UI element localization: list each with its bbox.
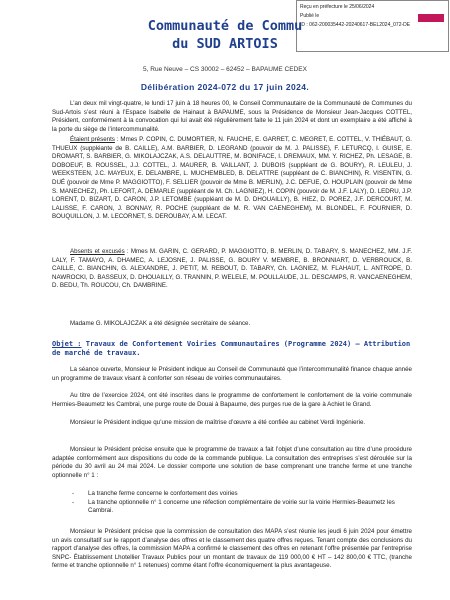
- objet-label: Objet :: [52, 340, 82, 348]
- body-paragraph-5: Monsieur le Président précise que la commission de consultation des MAPA s’est réunie les jeudi 6 juin 2024 pour émettre un avis consultatif sur le rapport d’analyse des offres et le classement des quatre offres reçues. Tenant compte des conclusions du rapport d’analyse des offres, la commission MAPA a confirmé le classement des offres en retenant l’offre présentée par l’entreprise SNPC- Établissement Lhotellier Travaux Publics pour un montant de travaux de 119 000,00 € HT – 142 800,00 € TTC, (tranche ferme et tranche optionnelle n° 1 retenues) comme étant l’offre économiquement la plus avantageuse.: [52, 528, 412, 570]
- address: 5, Rue Neuve – CS 30002 – 62452 – BAPAUME CEDEX: [143, 66, 307, 73]
- stamp-received: Reçu en préfecture le 25/06/2024: [300, 4, 375, 10]
- excuses-paragraph: [52, 248, 412, 291]
- secretary-line: Madame G. MIKOLAJCZAK a été désignée secrétaire de séance.: [70, 320, 251, 327]
- stamp-published: Publié le: [300, 13, 320, 19]
- list-item: - La tranche optionnelle n° 1 concerne une réfection complémentaire de voirie sur la voirie Hermies-Beaumetz les Cambrai.: [52, 499, 412, 516]
- excuses-label: Absents et excusés: [70, 248, 125, 255]
- objet-heading: [52, 340, 412, 358]
- body-paragraph-1: La séance ouverte, Monsieur le Président indique au Conseil de Communauté que l’intercommunalité finance chaque année un programme de travaux visant à conforter son réseau de voiries communautaires.: [52, 366, 412, 382]
- stamp-id: ID : 062-200035442-20240617-BEL2024_072-DE: [300, 22, 411, 28]
- body-paragraph-2: Au titre de l’exercice 2024, ont été inscrites dans le programme de confortement le confortement de la voirie communale Hermies-Beaumetz les Cambrai, une purge route de Douai à Bapaume, des purges rue de la gare à Achiet le Grand.: [52, 392, 412, 408]
- doc-title-line2: du SUD ARTOIS: [172, 36, 278, 52]
- deliberation-heading: Délibération 2024-072 du 17 juin 2024.: [140, 82, 310, 92]
- excuses-list: : Mmes M. GARIN, C. GERARD, P. MAGGIOTTO, B. MERLIN, D. TABARY, S. MANECHEZ, MM. J.F. LALY, F. TAMAYO, A. DHAMEC, A. LEJOSNE, J. PALISSE, G. BOURY V. MEMBRE, B. BRONNIART, D. VERBROUCK, B. CAILLE, C. BIANCHIN, G. ALEXANDRE, J. PETIT, M. REBOUT, D. TABARY, Ch. LAGNIEZ, M. FLAHAUT, L. ANTROPE, D. NAWROCKI, D. BASSEUX, D. DHOUAILLY, G. TRANNIN, P. WELELE, M. POULLAUDE, J.L. DESCAMPS, R. VANCAENEGHEM, D. BEDU, Th. ROUCOU, Ch. DAMBRINE.: [52, 248, 412, 290]
- objet-text: Travaux de Confortement Voiries Communautaires (Programme 2024) – Attribution de marché de travaux.: [52, 340, 411, 357]
- presents-label: Étaient présents: [70, 136, 115, 143]
- presents-paragraph: [52, 136, 412, 222]
- presents-list: : Mmes P. COPIN, C. DUMORTIER, N. FAUCHE, E. GARRET, C. MEGRET, E. COTTEL, V. THIÉBAUT, G. THUEUX (suppléante de B. CAILLE), A.M. BARBIER, D. LEGRAND (pouvoir de M. J. PALISSE), F. LETURCQ, I. GUISE, E. DROMART, S. BARBIER, G. MIKOLAJCZAK, A.S. DELAUTTRE, M. BONIFACE, I. DREMAUX, MM. Y. RICHEZ, Ph. LESAGE, B. DOBOEUF, B. ROUSSEL, J.J. COTTEL, J. MAURER, B. VAILLANT, J. DUBOIS (suppléant de G. BOURY), R. LEULEU, J. WEEKSTEEN, J.C. MAYEUX, E. DELAMBRE, L. MUCHEMBLED, B. DELATTRE (suppléant de C. BIANCHIN), R. VISENTIN, G. DUÉ (pouvoir de Mme P. MAGGIOTTO), F. SELLIER (pouvoir de Mme B. MERLIN), J.C. DEFUE, O. HOUPLAIN (pouvoir de Mme S. MANECHEZ), Ph. LEFORT, A. DEMARLE (suppléant de M. Ch. LAGNIEZ), H. COPIN (pouvoir de M. J.F. LALY), D. LEDRU, J.P. LORENT, D. BIZART, D. CARON, J.P. LETOMBE (suppléant de M. D. DHOUAILLY), B. HIEZ, D. POREZ, J.F. DERCOURT, M. LALISSE, F. CARON, J. BONNAY, R. POCHE (suppléant de M. R. VAN CAENEGHEM), M. BLONDEL, F. FOURNIER, D. BOUQUILLON, J. M. LECORNET, S. DEROUBAY, A.M. LECAT.: [52, 136, 413, 221]
- list-item: - La tranche ferme concerne le confortement des voiries: [52, 490, 412, 499]
- body-paragraph-3: Monsieur le Président indique qu’une mission de maîtrise d’œuvre a été confiée au cabinet Verdi Ingénierie.: [70, 419, 366, 426]
- body-paragraph-4: Monsieur le Président précise ensuite que le programme de travaux a fait l’objet d’une consultation au titre d’une procédure adaptée conformément aux dispositions du code de la commande publique. La consultation des entreprises s’est déroulée sur la période du 30 avril au 24 mai 2024. Le dossier comporte une solution de base comprenant une tranche ferme et une tranche optionnelle n° 1 :: [52, 446, 412, 479]
- doc-title-line1: Communauté de Commu: [147, 18, 303, 34]
- tranche-list: [52, 490, 412, 516]
- intro-paragraph: L’an deux mil vingt-quatre, le lundi 17 juin à 18 heures 00, le Conseil Communautaire de la Communauté de Communes du Sud-Artois s’est réuni à l’Espace Isabelle de Hainaut à BAPAUME, sous la Présidence de Monsieur Jean-Jacques COTTEL, Président, conformément à la convocation qui lui avait été régulièrement faite le 11 juin 2024 et dont un exemplaire a été affiché à la porte du siège de l’intercommunalité.: [52, 100, 412, 133]
